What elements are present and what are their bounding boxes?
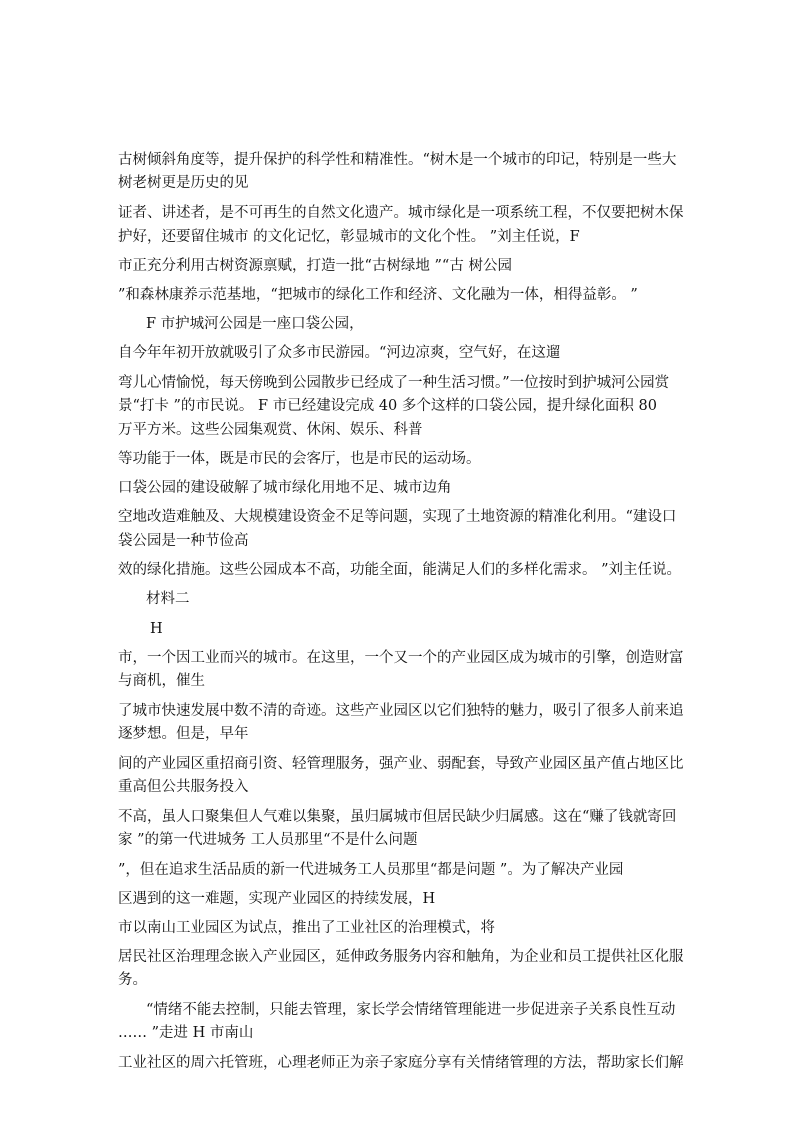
text-line: H [150, 621, 163, 637]
text-line: 袋公园是一种节俭高 [118, 533, 249, 549]
text-line: 居民社区治理理念嵌入产业园区，延伸政务服务内容和触角，为企业和员工提供社区化服 [118, 949, 684, 965]
text-line: 工业社区的周六托管班，心理老师正为亲子家庭分享有关情绪管理的方法，帮助家长们解 [118, 1055, 684, 1071]
text-line: 务。 [118, 972, 147, 988]
text-line: 市，一个因工业而兴的城市。在这里，一个又一个的产业园区成为城市的引擎，创造财富 [118, 650, 684, 666]
text-line: 弯儿心情愉悦，每天傍晚到公园散步已经成了一种生活习惯。”一位按时到护城河公园赏 [118, 375, 670, 391]
text-line: 逐梦想。但是，早年 [118, 726, 249, 742]
text-line: 效的绿化措施。这些公园成本不高，功能全面，能满足人们的多样化需求。 ”刘主任说。 [118, 562, 682, 578]
text-line: 景“打卡 ”的市民说。 F 市已经建设完成 40 多个这样的口袋公园，提升绿化面积 80 [118, 398, 657, 414]
text-line: 重高但公共服务投入 [118, 779, 249, 795]
text-line: 护好，还要留住城市 的文化记忆，彰显城市的文化个性。 ”刘主任说，F [118, 229, 580, 245]
text-line: 口袋公园的建设破解了城市绿化用地不足、城市边角 [118, 480, 452, 496]
text-line: 树老树更是历史的见 [118, 175, 249, 191]
text-line: ”和森林康养示范基地，“把城市的绿化工作和经济、文化融为一体，相得益彰。 ” [118, 287, 638, 303]
text-line: 区遇到的这一难题，实现产业园区的持续发展，H [118, 891, 436, 907]
section-heading: 材料二 [146, 591, 190, 607]
text-line: 了城市快速发展中数不清的奇迹。这些产业园区以它们独特的魅力，吸引了很多人前来追 [118, 703, 684, 719]
text-line: 万平方米。这些公园集观赏、休闲、娱乐、科普 [118, 422, 423, 438]
text-line: 市以南山工业园区为试点，推出了工业社区的治理模式，将 [118, 920, 495, 936]
text-line: F 市护城河公园是一座口袋公园， [146, 316, 364, 332]
text-line: …… ”走进 H 市南山 [118, 1025, 254, 1041]
text-line: 自今年年初开放就吸引了众多市民游园。“河边凉爽，空气好，在这遛 [118, 345, 561, 361]
text-line: 不高，虽人口聚集但人气难以集聚，虽归属城市但居民缺少归属感。这在“赚了钱就寄回 [118, 809, 677, 825]
text-line: 古树倾斜角度等，提升保护的科学性和精准性。“树木是一个城市的印记，特别是一些大 [118, 152, 677, 168]
text-line: 市正充分利用古树资源禀赋，打造一批“古树绿地 ”“古 树公园 [118, 258, 512, 274]
text-line: 空地改造难触及、大规模建设资金不足等问题，实现了土地资源的精准化利用。“建设口 [118, 509, 677, 525]
text-line: ”，但在追求生活品质的新一代进城务工人员那里“都是问题 ”。为了解决产业园 [118, 862, 624, 878]
text-line: 间的产业园区重招商引资、轻管理服务，强产业、弱配套，导致产业园区虽产值占地区比 [118, 756, 684, 772]
text-line: 证者、讲述者，是不可再生的自然文化遗产。城市绿化是一项系统工程，不仅要把树木保 [118, 205, 684, 221]
text-line: “情绪不能去控制，只能去管理，家长学会情绪管理能进一步促进亲子关系良性互动 [146, 1002, 676, 1018]
text-line: 与商机，催生 [118, 673, 205, 689]
text-line: 家 ”的第一代进城务 工人员那里“不是什么问题 [118, 832, 418, 848]
text-line: 等功能于一体，既是市民的会客厅，也是市民的运动场。 [118, 451, 481, 467]
